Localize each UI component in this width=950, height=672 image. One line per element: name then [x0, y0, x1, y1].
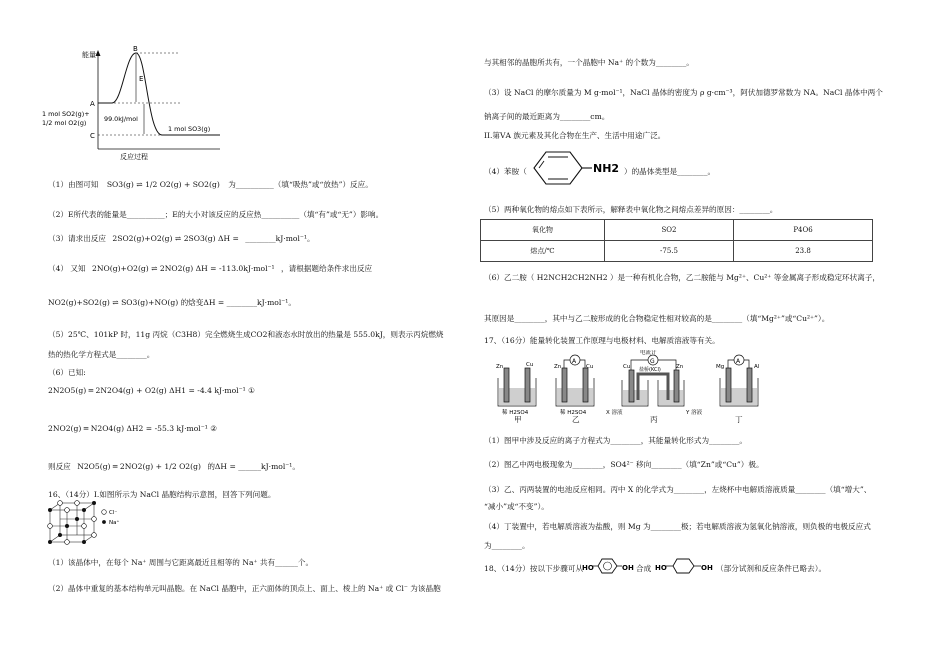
electrochem-devices	[490, 350, 790, 420]
q4-equation: 2NO(g)+O2(g) ⇌ 2NO2(g) ΔH = -113.0kJ·mol⁻¹	[92, 264, 275, 273]
svg-text:A: A	[572, 358, 577, 365]
q6-equation: N2O5(g) ═ 2NO2(g) + 1/2 O2(g)	[77, 462, 201, 471]
svg-text:Zn: Zn	[496, 364, 504, 370]
svg-text:Cu: Cu	[526, 362, 534, 368]
svg-text:Cu: Cu	[623, 364, 631, 370]
legend-cl: Cl⁻	[109, 510, 118, 516]
label-yi: 乙	[572, 415, 580, 424]
q18-mid: 合成	[636, 564, 652, 573]
r-line9: （1）图甲中涉及反应的离子方程式为________，其能量转化形式为________。	[484, 436, 748, 445]
q15-4b	[48, 298, 296, 307]
q5-b: ）完全燃烧生成	[197, 330, 251, 339]
point-c: C	[90, 132, 95, 140]
svg-text:A: A	[736, 358, 741, 365]
q3-equation: 2SO2(g)+O2(g) ⇌ 2SO3(g) ΔH =	[112, 234, 239, 243]
table-row	[481, 220, 873, 241]
cyclohexanediol-structure	[655, 556, 715, 576]
q15-6-ask	[48, 462, 300, 471]
aniline-prefix: （4）苯胺（	[484, 167, 527, 176]
q16-1: （1）该晶体中，在每个 Na⁺ 周围与它距离最近且相等的 Na⁺ 共有______个。	[48, 558, 314, 567]
r-line6: （5）两种氧化物的熔点如下表所示，解释表中氧化物之间熔点差异的原因：________。	[484, 205, 778, 214]
point-b: B	[133, 45, 138, 53]
q5-co2: CO2	[250, 330, 268, 339]
table-cell-mp-label: 熔点/℃	[481, 241, 605, 262]
label-bridge: 盐桥(KCl)	[639, 367, 661, 373]
q4-equation2: NO2(g)+SO2(g) ⇌ SO3(g)+NO(g)	[48, 298, 179, 307]
eq2-text: 2NO2(g) ═ N2O4(g) ΔH2 = -55.3 kJ·mol⁻¹	[48, 424, 208, 433]
r-line10: （2）图乙中两电极现象为________，SO4²⁻ 移向________（填“Zn”或“Cu”）极。	[484, 460, 764, 469]
legend-na: Na⁺	[109, 520, 120, 526]
r-line3: 钠离子间的最近距离为________cm。	[484, 112, 610, 121]
q3-prefix: （3）请求出反应	[48, 234, 106, 243]
delta-label: 99.0kJ/mol	[104, 115, 138, 123]
q5-formula: C3H8	[175, 330, 198, 339]
q1-prefix: （1）由图可知	[48, 180, 99, 189]
q6-prefix: 则反应	[48, 462, 71, 471]
label-ding: 丁	[735, 415, 743, 424]
label-meter: 电流计	[640, 350, 657, 356]
table-row	[481, 241, 873, 262]
label-x-solution: X 溶液	[606, 410, 623, 416]
q15-3	[48, 234, 315, 243]
oh-right: OH	[622, 564, 634, 572]
q1-suffix: 为__________（填“吸热”或“放热”）反应。	[228, 180, 373, 189]
aniline-nh2: NH2	[593, 162, 620, 175]
q15-2: （2）E所代表的能量是__________；E的大小对该反应的反应热__________（填“有”或“无”）影响。	[48, 210, 384, 219]
table-header-oxide: 氧化物	[481, 220, 605, 241]
r-line13: （4）丁装置中，若电解质溶液为盐酸，则 Mg 为________极；若电解质溶液为氢氧化钠溶液，则负极的电极反应式	[484, 522, 871, 531]
energy-diagram	[40, 45, 270, 165]
table-cell-p4o6-mp: 23.8	[734, 241, 873, 262]
aniline-structure	[526, 148, 622, 188]
label-bing: 丙	[650, 415, 658, 424]
q4-suffix: ，请根据题给条件求出反应	[281, 264, 373, 273]
r-line8: 其原因是________，其中与乙二胺形成的化合物稳定性相对较高的是________（填“Mg²⁺”或“Cu²⁺”）。	[484, 314, 830, 323]
r-line4: II.第ⅤA 族元素及其化合物在生产、生活中用途广泛。	[484, 131, 666, 140]
svg-text:G: G	[650, 358, 655, 365]
melting-point-table	[480, 219, 873, 262]
table-cell-so2-mp: -75.5	[605, 241, 734, 262]
oh-right-2: OH	[701, 564, 713, 572]
q15-4	[48, 264, 372, 273]
nacl-crystal-diagram	[46, 500, 156, 546]
q4-prefix: （4） 又知	[48, 264, 86, 273]
table-header-so2: SO2	[605, 220, 734, 241]
reactants-line1: 1 mol SO2(g)+	[42, 110, 90, 118]
equation-1	[48, 386, 255, 395]
q5-a: （5）25℃、101kP 时，11g 丙烷（	[48, 330, 176, 339]
label-acid-jia: 稀 H2SO4	[502, 410, 529, 416]
phenol-diol-structure	[582, 556, 634, 576]
q15-5b: 热的热化学方程式是________。	[48, 350, 155, 359]
ho-left: HO	[582, 564, 594, 572]
r-line7: （6）乙二胺（ H2NCH2CH2NH2 ）是一种有机化合物，乙二胺能与 Mg²⁺、Cu²⁺ 等金属离子形成稳定环状离子，	[484, 273, 881, 282]
q18-suffix: （部分试剂和反应条件已略去）。	[716, 564, 827, 573]
product-label: 1 mol SO3(g)	[168, 125, 211, 133]
x-axis-label: 反应过程	[120, 153, 148, 161]
r-line11: （3）乙、丙两装置的电池反应相同。丙中 X 的化学式为________，左烧杯中电解质溶液质量________（填“增大”、	[484, 485, 872, 494]
q18-prefix: 18、（14分）按以下步骤可从	[484, 564, 584, 573]
svg-text:Zn: Zn	[676, 364, 684, 370]
r-line14: 为________。	[484, 541, 530, 550]
svg-text:Zn: Zn	[554, 364, 562, 370]
equation-2	[48, 424, 217, 433]
y-axis-label: 能量	[82, 51, 96, 59]
label-e: E	[139, 75, 144, 83]
q15-5	[48, 330, 444, 339]
reactants-line2: 1/2 mol O2(g)	[42, 119, 87, 127]
table-header-p4o6: P4O6	[734, 220, 873, 241]
eq1-text: 2N2O5(g) ═ 2N2O4(g) + O2(g) ΔH1 = -4.4 kJ·mol⁻¹	[48, 386, 246, 395]
svg-text:Al: Al	[754, 364, 760, 370]
label-jia: 甲	[514, 415, 522, 424]
q6-suffix: 的ΔH = ______kJ·mol⁻¹。	[207, 462, 300, 471]
point-a: A	[90, 100, 95, 108]
label-y-solution: Y 溶液	[686, 410, 703, 416]
q1-equation: SO3(g) ⇌ 1/2 O2(g) + SO2(g)	[106, 180, 220, 189]
r-line2: （3）设 NaCl 的摩尔质量为 M g·mol⁻¹，NaCl 晶体的密度为 ρ g·cm⁻³，阿伏加德罗常数为 NA。NaCl 晶体中两个	[484, 88, 883, 97]
eq2-mark: ②	[210, 424, 218, 433]
r-line12: “减小”或“不变”）。	[484, 502, 549, 511]
r-line1: 与其相邻的晶胞所共有，一个晶胞中 Na⁺ 的个数为________。	[484, 58, 694, 67]
svg-text:Cu: Cu	[586, 364, 594, 370]
q-aniline	[484, 167, 527, 176]
q15-1	[48, 180, 373, 189]
label-acid-yi: 稀 H2SO4	[560, 410, 587, 416]
q16-2: （2）晶体中重复的基本结构单元叫晶胞。在 NaCl 晶胞中，正六面体的顶点上、面上、棱上的 Na⁺ 或 Cl⁻ 为该晶胞	[48, 584, 441, 593]
q16-head: 16、（14分）I.如图所示为 NaCl 晶胞结构示意图，回答下列问题。	[48, 490, 276, 499]
q3-suffix: ________kJ·mol⁻¹。	[245, 234, 315, 243]
aniline-suffix: ）的晶体类型是________。	[624, 167, 716, 176]
eq1-mark: ①	[248, 386, 255, 395]
q4-suffix2: 的焓变ΔH = ________kJ·mol⁻¹。	[180, 298, 296, 307]
svg-text:Mg: Mg	[716, 364, 725, 370]
q15-6: （6）已知:	[48, 368, 86, 377]
ho-left-2: HO	[655, 564, 667, 572]
q5-c: 和液态水时放出的热量是 555.0kJ，则表示丙烷燃烧	[267, 330, 444, 339]
q17-head: 17、（16分）能量转化装置工作原理与电极材料、电解质溶液等有关。	[484, 336, 720, 345]
